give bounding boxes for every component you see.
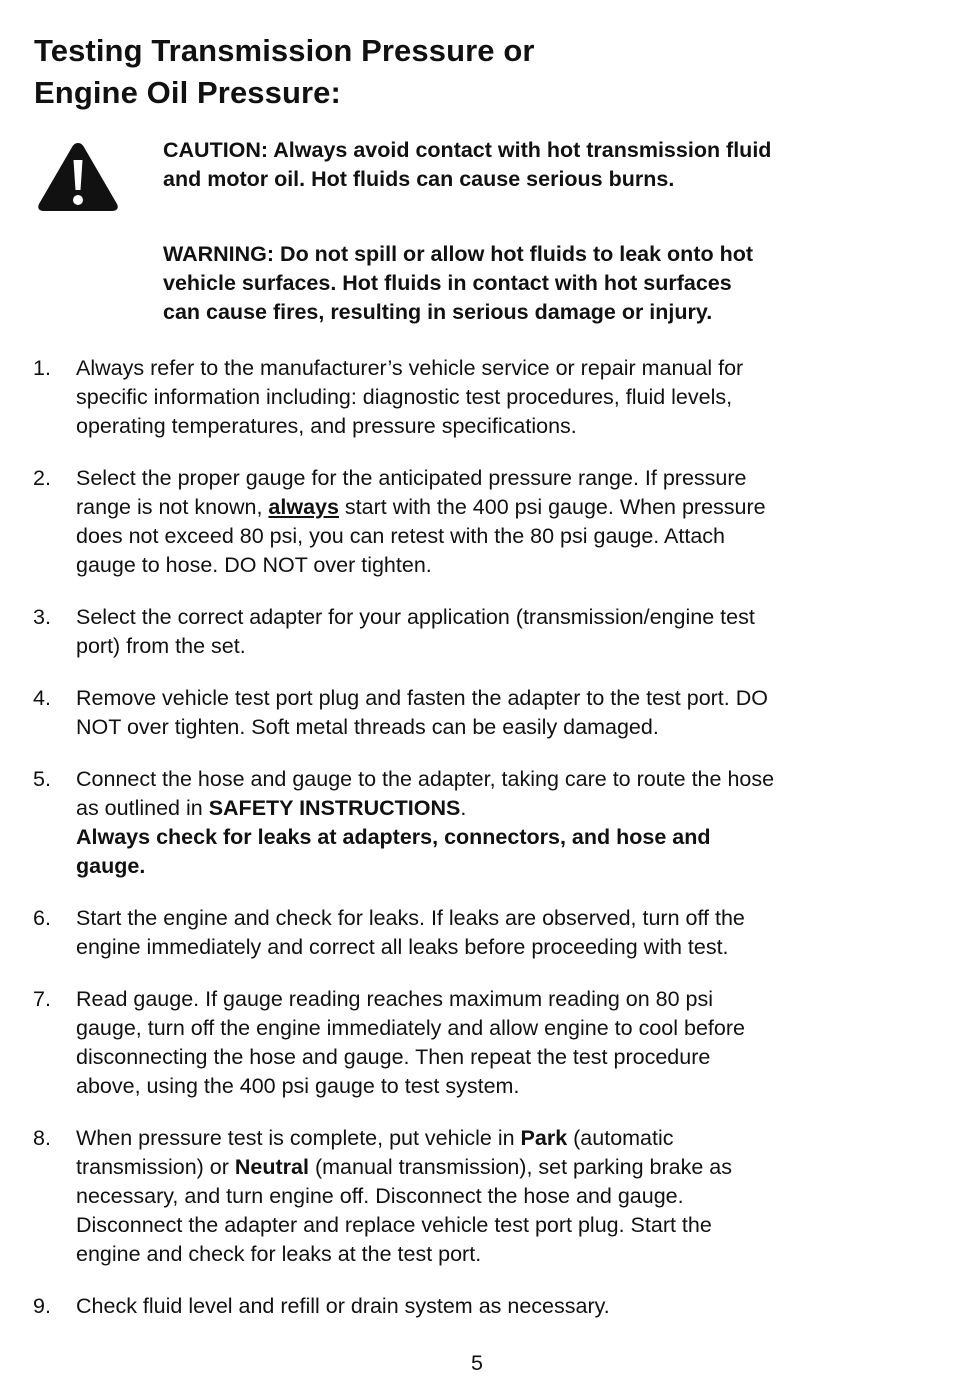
step-segment: When pressure test is complete, put vehicle in (76, 1126, 521, 1150)
emphasis-park: Park (520, 1126, 568, 1150)
step-line: necessary, and turn engine off. Disconnect the hose and gauge. (76, 1184, 684, 1208)
step-line: engine and check for leaks at the test port. (76, 1242, 482, 1266)
step-line-bold: Always check for leaks at adapters, connectors, and hose and (76, 825, 711, 849)
step-1 (0, 354, 954, 441)
step-number: 8. (33, 1126, 51, 1150)
step-text (76, 985, 876, 1101)
step-8 (0, 1124, 954, 1269)
step-segment: start with the 400 psi gauge. When pressure (338, 495, 766, 519)
step-line: disconnecting the hose and gauge. Then repeat the test procedure (76, 1045, 711, 1069)
step-line: Always refer to the manufacturer’s vehicle service or repair manual for (76, 356, 744, 380)
emphasis-always: always (268, 495, 339, 519)
title-line: Engine Oil Pressure: (34, 75, 341, 110)
step-segment: (automatic (567, 1126, 674, 1150)
warning-notice (163, 240, 883, 327)
warning-line: can cause fires, resulting in serious damage or injury. (163, 300, 713, 324)
step-text (76, 684, 876, 742)
step-6 (0, 904, 954, 962)
step-line: specific information including: diagnostic test procedures, fluid levels, (76, 385, 733, 409)
step-line: Start the engine and check for leaks. If leaks are observed, turn off the (76, 906, 745, 930)
step-text (76, 464, 876, 580)
caution-notice (163, 136, 883, 194)
step-line: Disconnect the adapter and replace vehicle test port plug. Start the (76, 1213, 712, 1237)
step-number: 7. (33, 987, 51, 1011)
step-2 (0, 464, 954, 580)
step-number: 5. (33, 767, 51, 791)
step-text (76, 1124, 876, 1269)
emphasis-neutral: Neutral (234, 1155, 309, 1179)
step-segment: range is not known, (76, 495, 269, 519)
warning-triangle-icon (36, 140, 120, 214)
step-line: Select the proper gauge for the anticipated pressure range. If pressure (76, 466, 747, 490)
step-text (76, 765, 876, 881)
step-line: Select the correct adapter for your application (transmission/engine test (76, 605, 755, 629)
step-segment: transmission) or (76, 1155, 235, 1179)
step-number: 4. (33, 686, 51, 710)
step-number: 2. (33, 466, 51, 490)
step-segment: (manual transmission), set parking brake as (308, 1155, 732, 1179)
step-line: engine immediately and correct all leaks before proceeding with test. (76, 935, 729, 959)
step-line: Read gauge. If gauge reading reaches maximum reading on 80 psi (76, 987, 714, 1011)
step-number: 3. (33, 605, 51, 629)
step-line: Remove vehicle test port plug and fasten the adapter to the test port. DO (76, 686, 768, 710)
step-7 (0, 985, 954, 1101)
step-3 (0, 603, 954, 661)
step-segment: . (460, 796, 467, 820)
step-text (76, 1292, 876, 1321)
step-line: port) from the set. (76, 634, 246, 658)
step-line: gauge to hose. DO NOT over tighten. (76, 553, 432, 577)
procedure-steps (0, 354, 954, 1344)
page-title (34, 30, 535, 114)
caution-line: CAUTION: Always avoid contact with hot transmission fluid (163, 138, 772, 162)
step-line-bold: gauge. (76, 854, 146, 878)
step-text (76, 603, 876, 661)
step-4 (0, 684, 954, 742)
step-number: 9. (33, 1294, 51, 1318)
warning-line: WARNING: Do not spill or allow hot fluids to leak onto hot (163, 242, 754, 266)
step-line: above, using the 400 psi gauge to test system. (76, 1074, 520, 1098)
step-number: 1. (33, 356, 51, 380)
step-segment: as outlined in (76, 796, 209, 820)
step-line: does not exceed 80 psi, you can retest with the 80 psi gauge. Attach (76, 524, 726, 548)
page-number: 5 (471, 1351, 483, 1375)
step-5 (0, 765, 954, 881)
step-line (76, 794, 876, 823)
warning-line: vehicle surfaces. Hot fluids in contact with hot surfaces (163, 271, 732, 295)
step-line (76, 493, 876, 522)
step-text (76, 904, 876, 962)
step-line (76, 1153, 876, 1182)
step-line: gauge, turn off the engine immediately and allow engine to cool before (76, 1016, 745, 1040)
step-9 (0, 1292, 954, 1321)
step-line: operating temperatures, and pressure specifications. (76, 414, 577, 438)
step-line: Connect the hose and gauge to the adapter, taking care to route the hose (76, 767, 775, 791)
caution-line: and motor oil. Hot fluids can cause serious burns. (163, 167, 675, 191)
step-line: Check fluid level and refill or drain system as necessary. (76, 1294, 610, 1318)
safety-instructions-ref: SAFETY INSTRUCTIONS (208, 796, 461, 820)
step-text (76, 354, 876, 441)
title-line: Testing Transmission Pressure or (34, 33, 535, 68)
step-number: 6. (33, 906, 51, 930)
step-line: NOT over tighten. Soft metal threads can be easily damaged. (76, 715, 659, 739)
step-line (76, 1124, 876, 1153)
